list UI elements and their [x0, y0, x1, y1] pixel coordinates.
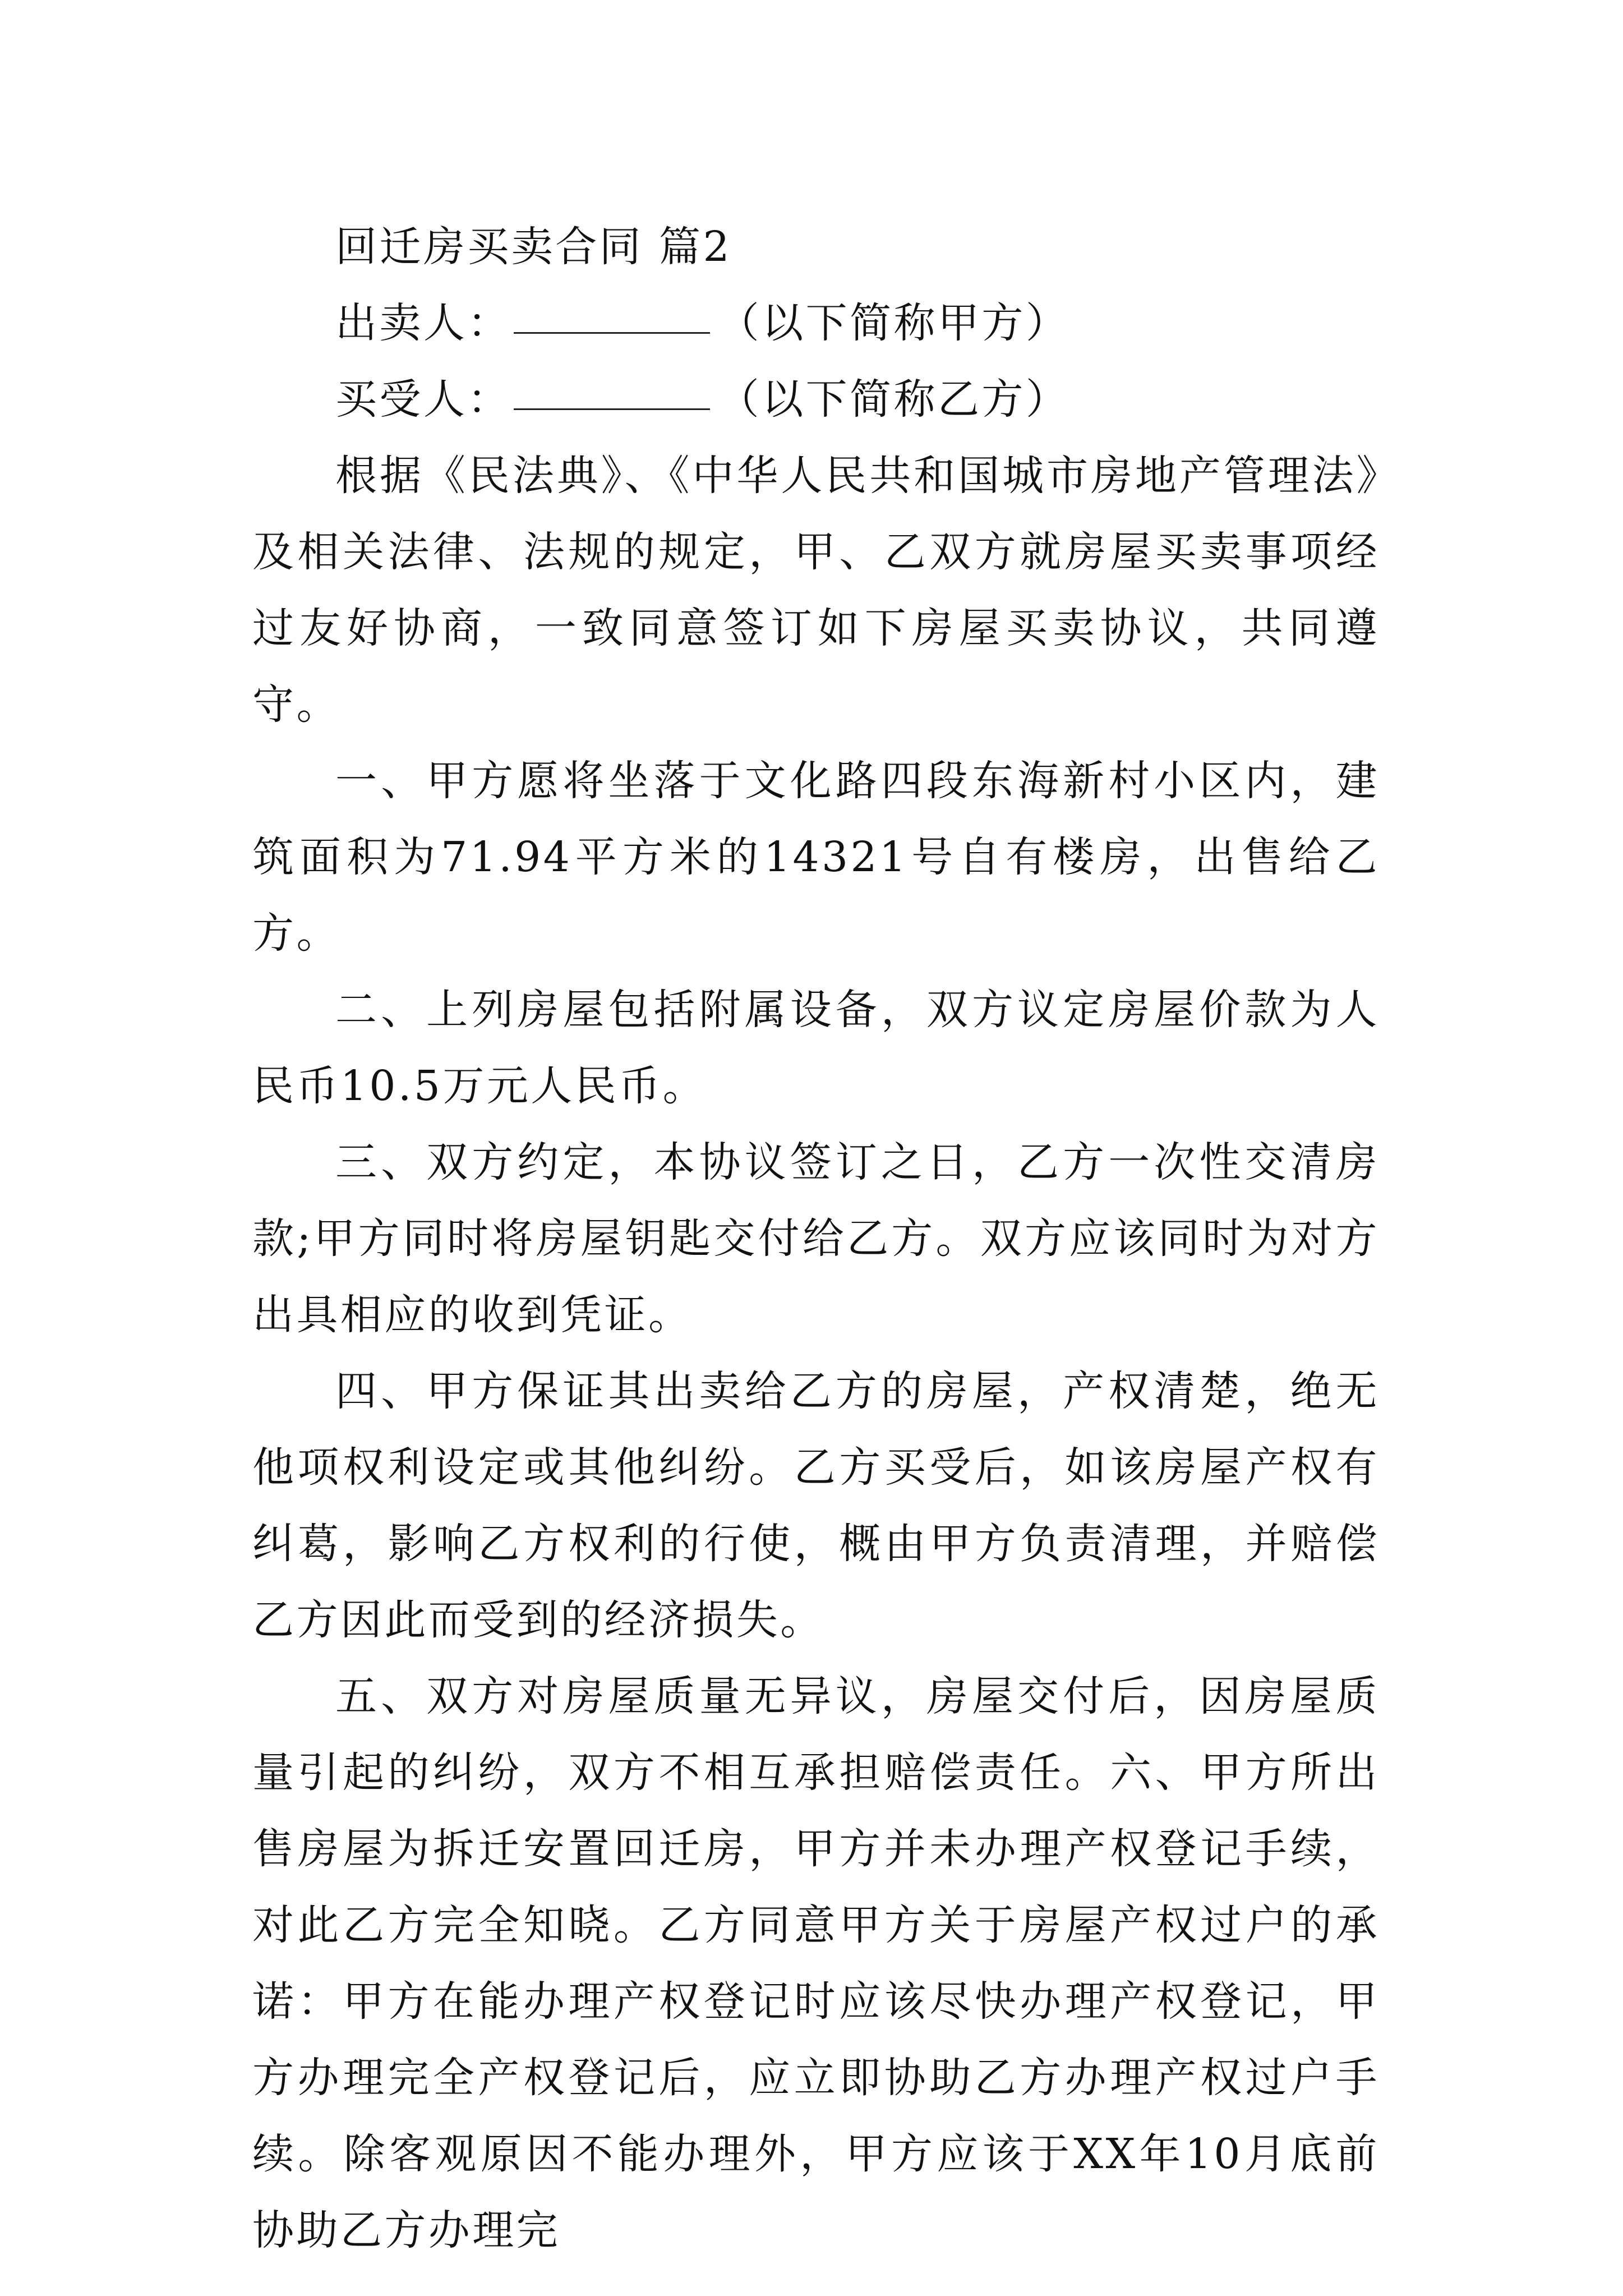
buyer-label: 买受人： [335, 375, 511, 424]
clause-1-paragraph: 一、甲方愿将坐落于文化路四段东海新村小区内，建筑面积为71.94平方米的14321号自有楼房，出售给乙方。 [252, 757, 1380, 958]
seller-suffix: （以下简称甲方） [717, 299, 1070, 347]
buyer-suffix: （以下简称乙方） [717, 375, 1070, 424]
buyer-line [252, 361, 1380, 438]
buyer-name-blank[interactable] [514, 371, 710, 410]
clause-3-paragraph: 三、双方约定，本协议签订之日，乙方一次性交清房款;甲方同时将房屋钥匙交付给乙方。双方应该同时为对方出具相应的收到凭证。 [252, 1138, 1380, 1339]
seller-label: 出卖人： [335, 299, 511, 347]
clause-4-paragraph: 四、甲方保证其出卖给乙方的房屋，产权清楚，绝无他项权利设定或其他纠纷。乙方买受后，如该房屋产权有纠葛，影响乙方权利的行使，概由甲方负责清理，并赔偿乙方因此而受到的经济损失。 [252, 1367, 1380, 1644]
preamble-paragraph: 根据《民法典》、《中华人民共和国城市房地产管理法》及相关法律、法规的规定，甲、乙双方就房屋买卖事项经过友好协商，一致同意签订如下房屋买卖协议，共同遵守。 [252, 452, 1380, 729]
contract-body [252, 209, 1380, 2269]
clause-5-6-paragraph: 五、双方对房屋质量无异议，房屋交付后，因房屋质量引起的纠纷，双方不相互承担赔偿责任。六、甲方所出售房屋为拆迁安置回迁房，甲方并未办理产权登记手续，对此乙方完全知晓。乙方同意甲方关于房屋产权过户的承诺：甲方在能办理产权登记时应该尽快办理产权登记，甲方办理完全产权登记后，应立即协助乙方办理产权过户手续。除客观原因不能办理外，甲方应该于XX年10月底前协助乙方办理完 [252, 1672, 1380, 2254]
seller-line [252, 285, 1380, 361]
contract-heading: 回迁房买卖合同 篇2 [335, 223, 732, 271]
clause-2-paragraph: 二、上列房屋包括附属设备，双方议定房屋价款为人民币10.5万元人民币。 [252, 986, 1380, 1110]
seller-name-blank[interactable] [514, 295, 710, 334]
